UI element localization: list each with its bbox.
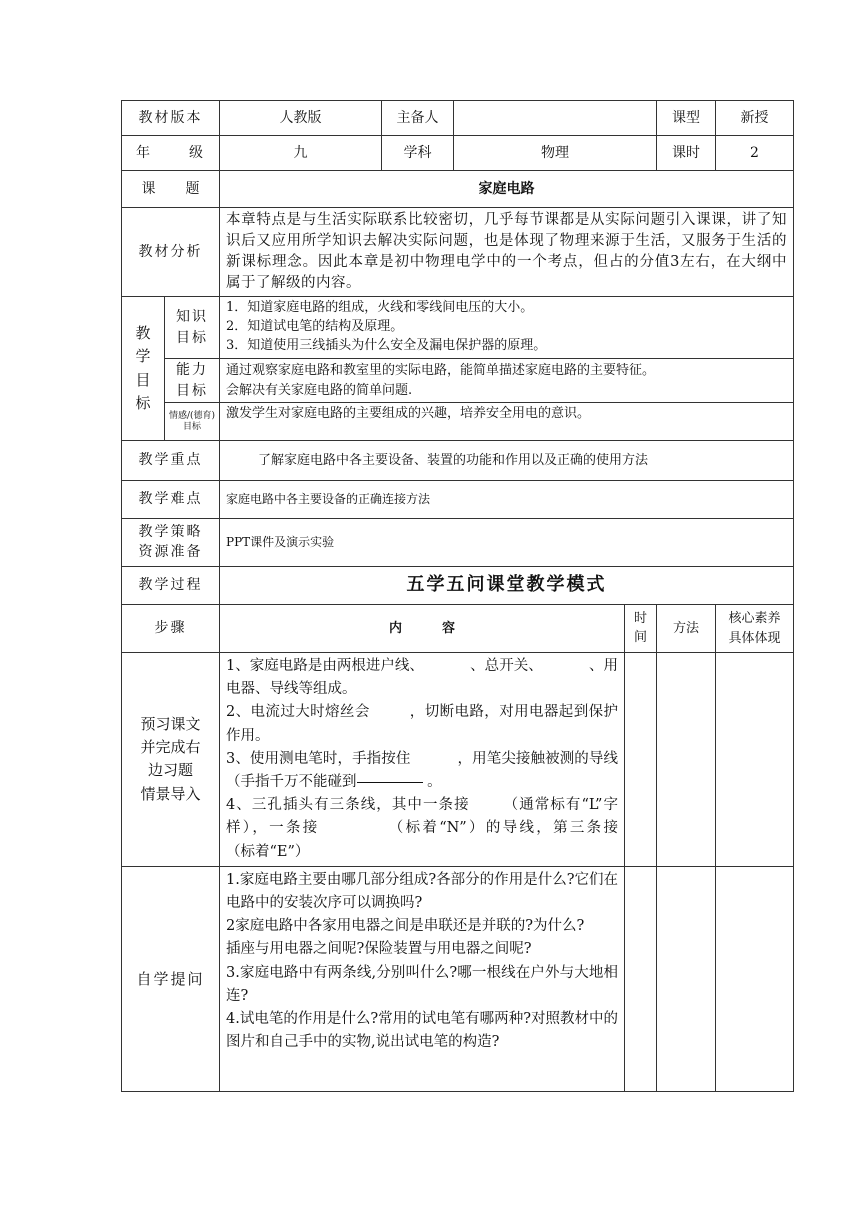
topic-label (122, 171, 220, 208)
stage2-item: 3.家庭电路中有两条线,分别叫什么?哪一根线在户外与大地相连? (226, 964, 618, 1004)
knowledge-label (165, 297, 220, 359)
hours-label: 课时 (657, 136, 716, 171)
stage2-core (716, 866, 794, 1091)
topic-label-2: 题 (185, 180, 200, 197)
grade-value: 九 (220, 136, 382, 171)
topic-value: 家庭电路 (220, 171, 794, 208)
preparer-value (454, 101, 657, 136)
subject-label: 学科 (382, 136, 454, 171)
grade-label-1: 年 (136, 144, 150, 161)
col-core (716, 605, 794, 653)
stage2-item: 4.试电笔的作用是什么?常用的试电笔有哪两种?对照教材中的图片和自己手中的实物,说出试电笔的构造? (226, 1010, 618, 1051)
topic-label-1: 课 (141, 180, 156, 197)
ability-label-2: 目标 (176, 382, 208, 399)
knowledge-item: 3．知道使用三线插头为什么安全及漏电保护器的原理。 (226, 337, 547, 353)
lesson-plan (121, 100, 793, 1092)
lesson-plan-table (121, 100, 794, 1092)
goals-label-char: 标 (135, 393, 151, 412)
col-time-1: 时 (634, 611, 648, 627)
stage1-label-line: 情景导入 (140, 784, 201, 803)
difficulty-label: 教学难点 (122, 481, 220, 519)
analysis-text: 本章特点是与生活实际联系比较密切，几乎每节课都是从实际问题引入课课，讲了知识后又应用所学知识去解决实际问题，也是体现了物理来源于生活，又服务于生活的新课标理念。因此本章是初中物理电学中的一个考点，但占的分值3左右，在大纲中属于了解级的内容。 (220, 208, 794, 297)
col-core-2: 具体体现 (728, 630, 781, 646)
strategy-text: PPT课件及演示实验 (220, 519, 794, 567)
hours-value: 2 (716, 136, 794, 171)
knowledge-item: 2．知道试电笔的结构及原理。 (226, 318, 404, 334)
process-label: 教学过程 (122, 567, 220, 605)
stage1-q3-a: 3、使用测电笔时，手指按住 ，用笔尖接触被测的导线（手指千万不能碰到 (226, 750, 618, 790)
stage1-q3 (226, 748, 618, 794)
stage1-label (122, 653, 220, 867)
edition-label: 教材版本 (122, 101, 220, 136)
focus-text: 了解家庭电路中各主要设备、装置的功能和作用以及正确的使用方法 (220, 441, 794, 481)
col-content-1: 内 (388, 620, 402, 636)
focus-label: 教学重点 (122, 441, 220, 481)
strategy-label-2: 资源准备 (138, 543, 203, 560)
stage1-q3-b: 。 (422, 774, 442, 790)
col-steps: 步骤 (122, 605, 220, 653)
strategy-label (122, 519, 220, 567)
subject-value: 物理 (454, 136, 657, 171)
stage1-label-line: 边习题 (147, 761, 193, 780)
col-time-2: 间 (634, 629, 648, 645)
difficulty-text: 家庭电路中各主要设备的正确连接方法 (220, 481, 794, 519)
col-time (625, 605, 657, 653)
stage1-q2: 2、电流过大时熔丝会 ，切断电路，对用电器起到保护作用。 (226, 704, 618, 744)
col-core-1: 核心素养 (728, 611, 781, 627)
goals-label-char: 学 (135, 347, 151, 366)
ability-item: 通过观察家庭电路和教室里的实际电路，能简单描述家庭电路的主要特征。 (226, 363, 656, 379)
answer-blank (357, 782, 423, 783)
stage1-content (220, 653, 665, 867)
knowledge-label-2: 目标 (176, 329, 208, 346)
strategy-label-1: 教学策略 (138, 523, 203, 540)
stage2-label: 自学提问 (122, 866, 220, 1091)
grade-label-2: 级 (189, 144, 203, 161)
ability-label (165, 359, 220, 403)
grade-label (122, 136, 220, 171)
type-value: 新授 (716, 101, 794, 136)
stage2-content (220, 866, 625, 1091)
col-content-2: 容 (442, 620, 456, 636)
goals-label (122, 297, 165, 441)
process-mode: 五学五问课堂教学模式 (220, 567, 794, 605)
goals-label-char: 教 (135, 324, 151, 343)
stage2-method (657, 866, 716, 1091)
stage1-core (716, 653, 794, 867)
emotion-label: 情感/(德育)目标 (165, 403, 220, 441)
emotion-goals: 激发学生对家庭电路的主要组成的兴趣，培养安全用电的意识。 (220, 403, 794, 441)
edition-value: 人教版 (220, 101, 382, 136)
goals-label-char: 目 (135, 370, 151, 389)
ability-goals (220, 359, 794, 403)
type-label: 课型 (657, 101, 716, 136)
knowledge-label-1: 知识 (176, 308, 208, 325)
col-content (220, 605, 625, 653)
knowledge-item: 1．知道家庭电路的组成，火线和零线间电压的大小。 (226, 300, 534, 316)
stage2-time (625, 866, 657, 1091)
analysis-label: 教材分析 (122, 208, 220, 297)
stage1-label-line: 预习课文 (140, 714, 201, 733)
col-method: 方法 (657, 605, 716, 653)
stage1-q4: 4、三孔插头有三条线，其中一条接 （通常标有“L”字样），一条接 （标着“N”）的导线，第三条接 （标着“E”） (226, 797, 665, 860)
stage1-q1: 1、家庭电路是由两根进户线、 、总开关、 、用电器、导线等组成。 (226, 658, 618, 698)
preparer-label: 主备人 (382, 101, 454, 136)
stage2-item: 插座与用电器之间呢?保险装置与用电器之间呢? (226, 941, 532, 958)
ability-item: 会解决有关家庭电路的简单问题. (226, 382, 413, 398)
knowledge-goals (220, 297, 794, 359)
stage2-item: 2家庭电路中各家用电器之间是串联还是并联的?为什么? (226, 918, 585, 935)
ability-label-1: 能力 (176, 361, 208, 378)
stage1-method (657, 653, 716, 867)
stage2-item: 1.家庭电路主要由哪几部分组成?各部分的作用是什么?它们在电路中的安装次序可以调换吗? (226, 871, 618, 911)
stage1-label-line: 并完成右 (140, 738, 201, 757)
